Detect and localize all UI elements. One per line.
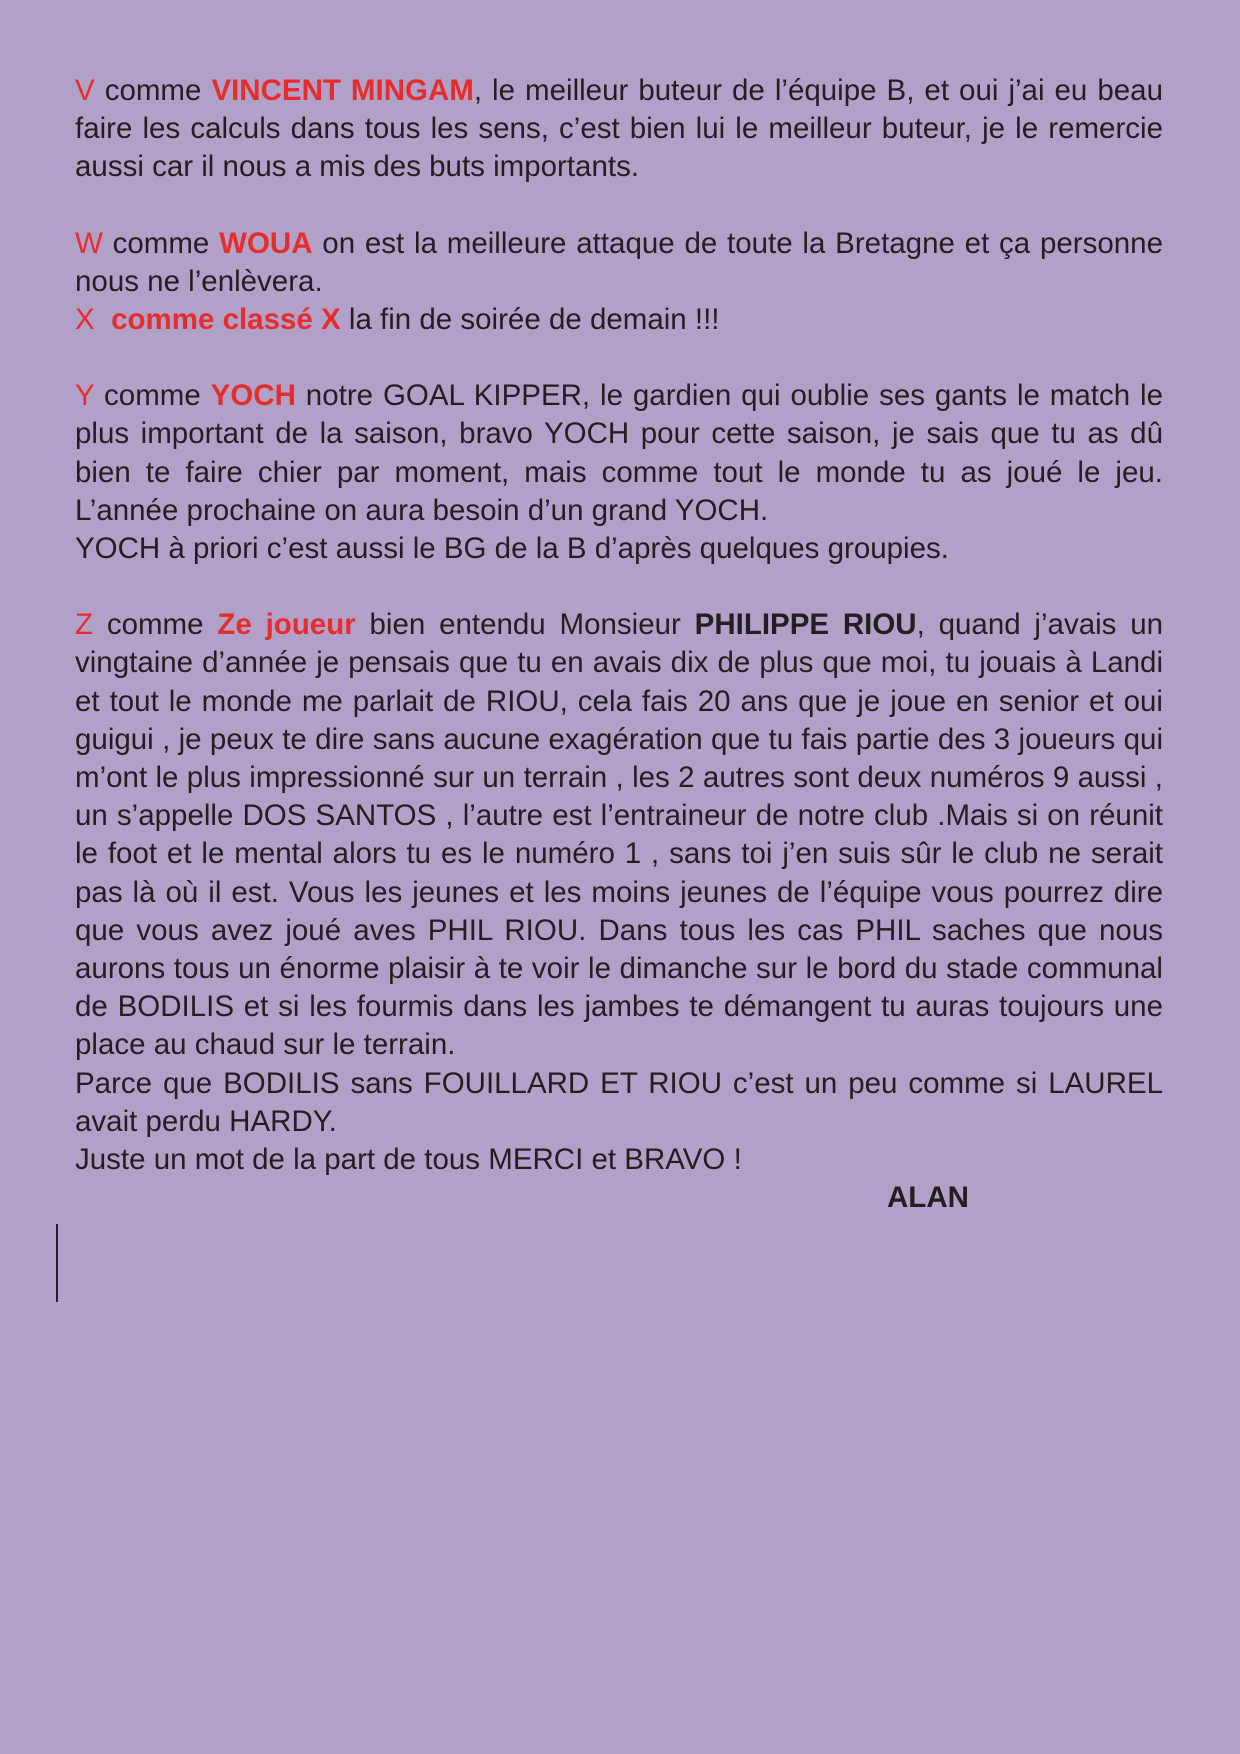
paragraph-parce: Parce que BODILIS sans FOUILLARD ET RIOU c’est un peu comme si LAUREL avait perdu HARDY. — [75, 1066, 1163, 1138]
text-z-b: , quand j’avais un vingtaine d’année je pensais que tu en avais dix de plus que moi, tu jouais à Landi et tout le monde me parlait de RIOU, cela fais 20 ans que je joue en senior et oui guigui , je peux te dire sans aucune exagération que tu fais partie des 3 joueurs qui m’ont le plus impressionné sur un terrain , les 2 autres sont deux numéros 9 aussi , un s’appelle DOS SANTOS , l’autre est l’entraineur de notre club .Mais si on réunit le foot et le mental alors tu es le numéro 1 , sans toi j’en suis sûr le club ne serait pas là où il est. Vous les jeunes et les moins jeunes de l’équipe vous pourrez dire que vous avez joué aves PHIL RIOU. Dans tous les cas PHIL saches que nous aurons tous un énorme plaisir à te voir le dimanche sur le bord du stade communal de BODILIS et si les fourmis dans les jambes te démangent tu auras toujours une place au chaud sur le terrain. — [75, 608, 1164, 1062]
paragraph-z — [75, 606, 1163, 1064]
paragraph-w — [75, 225, 1163, 301]
paragraph-y-extra: YOCH à priori c’est aussi le BG de la B d’après quelques groupies. — [75, 532, 949, 566]
comme-w: comme — [102, 226, 220, 260]
spacer — [75, 187, 1163, 225]
name-vincent-mingam: VINCENT MINGAM — [211, 74, 474, 107]
paragraph-merci: Juste un mot de la part de tous MERCI et BRAVO ! — [75, 1143, 742, 1177]
letter-z: Z — [75, 608, 94, 642]
letter-x: X — [75, 303, 95, 337]
signature: ALAN — [887, 1181, 969, 1215]
letter-w: W — [75, 226, 103, 260]
spacer — [75, 339, 1163, 377]
paragraph-x — [75, 301, 1163, 339]
page-content — [75, 72, 1163, 1217]
spacer — [75, 568, 1163, 606]
text-z-a: bien entendu Monsieur — [355, 608, 695, 642]
paragraph-v — [75, 72, 1163, 187]
text-w: on est la meilleure attaque de toute la Bretagne et ça personne nous ne l’enlèvera. — [75, 226, 1163, 298]
name-classe-x: comme classé X — [111, 303, 341, 337]
name-yoch: YOCH — [210, 379, 296, 413]
name-woua: WOUA — [219, 226, 313, 260]
paragraph-y — [75, 377, 1163, 530]
margin-change-bar — [56, 1224, 58, 1302]
letter-y: Y — [75, 379, 95, 413]
comme-z: comme — [93, 608, 218, 642]
comme-v: comme — [94, 74, 212, 107]
text-y: notre GOAL KIPPER, le gardien qui oublie ses gants le match le plus important de la saison, bravo YOCH pour cette saison, je sais que tu as dû bien te faire chier par moment, mais comme tout le monde tu as joué le jeu. L’année prochaine on aura besoin d’un grand YOCH. — [75, 379, 1164, 527]
text-x: la fin de soirée de demain !!! — [340, 303, 720, 337]
letter-v: V — [75, 74, 95, 107]
name-philippe-riou: PHILIPPE RIOU — [694, 608, 917, 642]
name-ze-joueur: Ze joueur — [217, 608, 356, 642]
text-v: , le meilleur buteur de l’équipe B, et oui j’ai eu beau faire les calculs dans tous les sens, c’est bien lui le meilleur buteur, je le remercie aussi car il nous a mis des buts importants. — [75, 74, 1163, 184]
comme-y: comme — [94, 379, 211, 413]
